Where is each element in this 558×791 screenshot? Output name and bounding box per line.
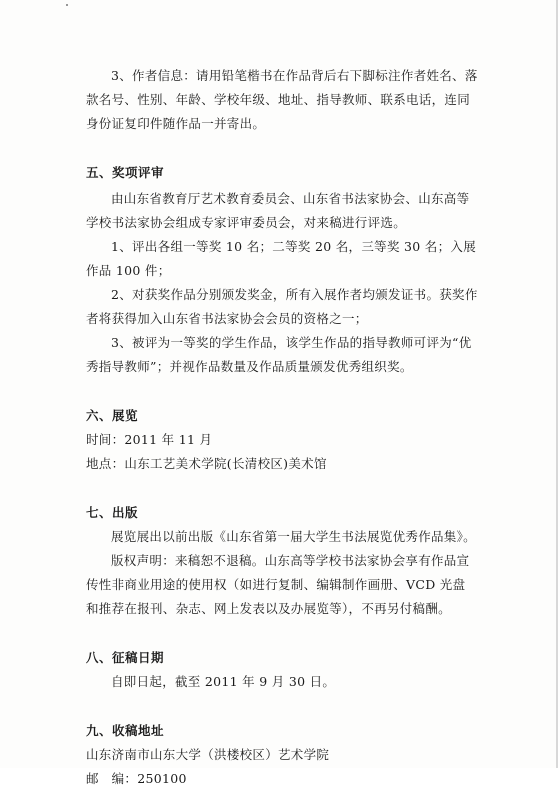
exhibit-place: 地点：山东工艺美术学院(长清校区)美术馆: [86, 456, 327, 471]
deadline-paragraph: 自即日起，截至 2011 年 9 月 30 日。: [111, 674, 336, 689]
author-info-paragraph: 3、作者信息：请用铅笔楷书在作品背后右下脚标注作者姓名、落款名号、性别、年龄、学校年级、地址、指导教师、联系电话，连同身份证复印件随作品一并寄出。: [86, 68, 478, 131]
section-heading-exhibit: 六、展览: [86, 408, 139, 423]
scan-speck: [66, 4, 68, 6]
section-heading-award: 五、奖项评审: [86, 165, 165, 180]
copyright-paragraph: 版权声明：来稿恕不退稿。山东高等学校书法家协会享有作品宣传性非商业用途的使用权（如进行复制、编辑制作画册、VCD 光盘和推荐在报刊、杂志、网上发表以及办展览等），不再另付稿酬。: [86, 553, 470, 616]
publish-paragraph: 展览展出以前出版《山东省第一届大学生书法展览优秀作品集》。: [111, 529, 476, 544]
section-heading-address: 九、收稿地址: [86, 723, 165, 738]
address-line: 山东济南市山东大学（洪楼校区）艺术学院: [86, 747, 330, 762]
section-heading-publish: 七、出版: [86, 505, 139, 520]
award-paragraph: 由山东省教育厅艺术教育委员会、山东省书法家协会、山东高等学校书法家协会组成专家评审委员会，对来稿进行评选。: [86, 191, 470, 230]
award-item-2: 2、对获奖作品分别颁发奖金，所有入展作者均颁发证书。获奖作者将获得加入山东省书法家协会会员的资格之一；: [86, 287, 478, 326]
award-item-1: 1、评出各组一等奖 10 名；二等奖 20 名，三等奖 30 名；入展作品 100 件；: [86, 239, 477, 278]
postcode-line: 邮 编：250100: [86, 771, 187, 786]
award-item-3: 3、被评为一等奖的学生作品，该学生作品的指导教师可评为“优秀指导教师”；并视作品数量及作品质量颁发优秀组织奖。: [86, 335, 472, 374]
document-body: [86, 64, 478, 791]
exhibit-time: 时间：2011 年 11 月: [86, 432, 213, 447]
section-heading-deadline: 八、征稿日期: [86, 650, 165, 665]
